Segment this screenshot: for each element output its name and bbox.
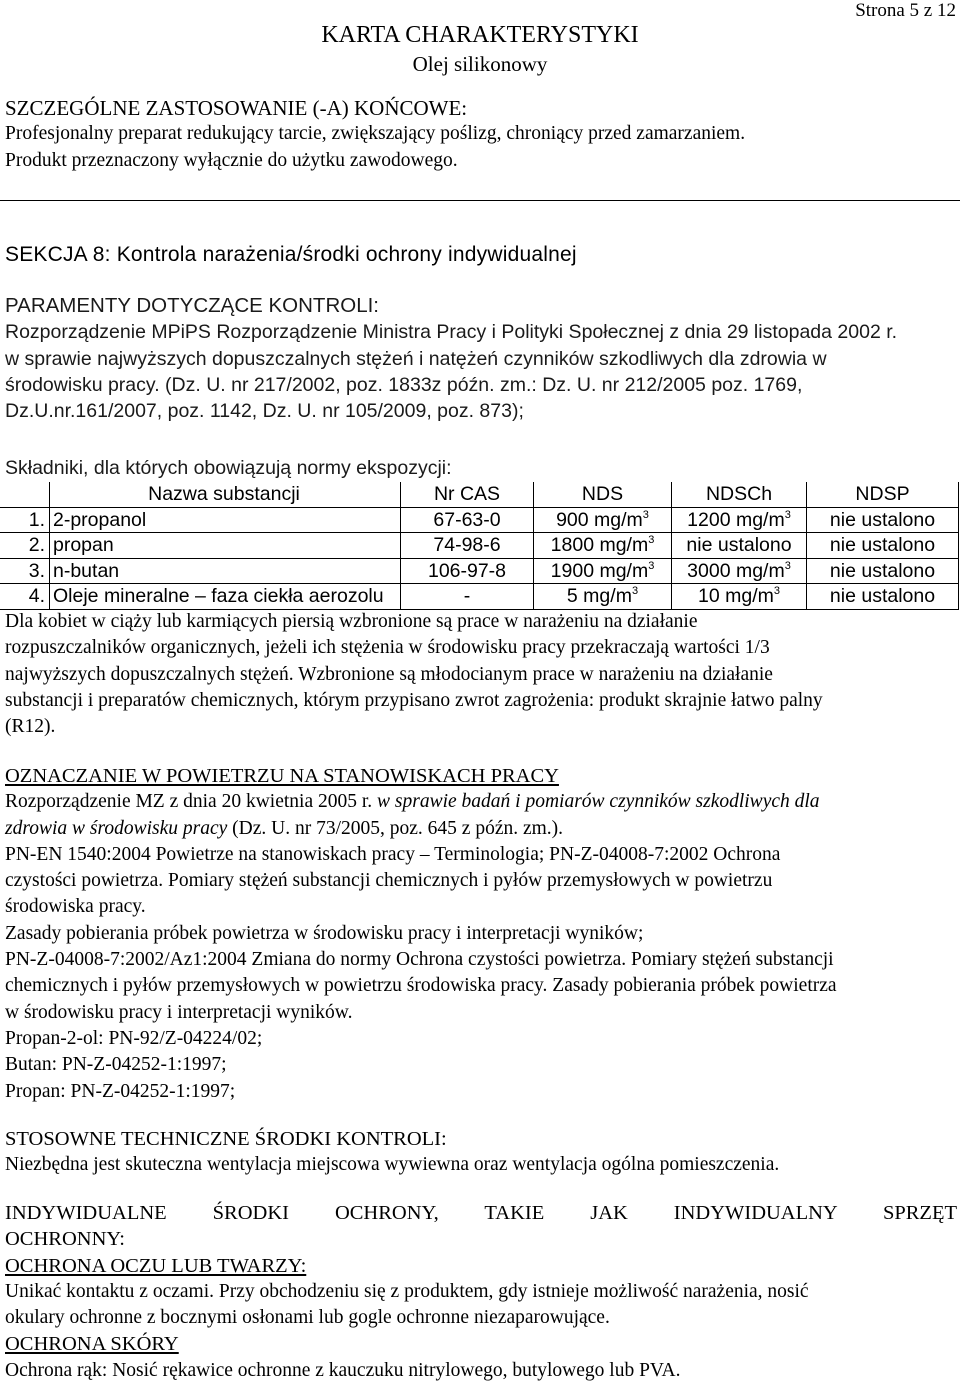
ppe-block [5,1200,957,1384]
page-number: Strona 5 z 12 [855,0,956,21]
unit-superscript: 3 [784,559,791,572]
cas-number: 74-98-6 [401,533,534,559]
air-line: PN-Z-04008-7:2002/Az1:2004 Zmiana do normy Ochrona czystości powietrza. Pomiary stężeń substancji [5,949,834,971]
air-line [5,816,957,842]
row-number: 1. [0,507,50,533]
product-name: Olej silikonowy [412,52,548,76]
header-cell [0,482,50,507]
eye-protection-line: Unikać kontaktu z oczami. Przy obchodzeniu się z produktem, gdy istnieje możliwość narażenia, nosić [5,1280,809,1302]
header-cell: NDSCh [672,482,807,507]
air-text-italic: zdrowia w środowisku pracy [5,817,228,839]
air-text: Rozporządzenie MZ z dnia 20 kwietnia 2005 r. [5,791,378,813]
ndsch-value [672,507,807,533]
regulation-line: w sprawie najwyższych dopuszczalnych stężeń i natężeń czynników szkodliwych dla zdrowia w [5,347,827,370]
restrictions-line: (R12). [5,716,56,738]
regulation-line: Rozporządzenie MPiPS Rozporządzenie Ministra Pracy i Polityki Społecznej z dnia 29 listopada 2002 r. [5,321,898,344]
table-row [0,584,959,610]
air-line: czystości powietrza. Pomiary stężeń substancji chemicznych i pyłów przemysłowych w powietrzu [5,870,773,892]
air-measurement-block [5,763,957,1105]
end-use-line: Produkt przeznaczony wyłącznie do użytku zawodowego. [5,149,458,171]
air-line: Propan: PN-Z-04252-1:1997; [5,1080,236,1102]
end-use-heading: SZCZEGÓLNE ZASTOSOWANIE (-A) KOŃCOWE: [5,96,468,120]
value-text: 1900 mg/m [550,559,649,582]
cas-number: 67-63-0 [401,507,534,533]
eye-protection-heading: OCHRONA OCZU LUB TWARZY: [5,1254,307,1277]
value-text: 1200 mg/m [687,508,785,531]
regulation-line: Dz.U.nr.161/2007, poz. 1142, Dz. U. nr 105/2009, poz. 873); [5,400,524,423]
substance-name: Oleje mineralne – faza ciekła aerozolu [50,584,401,610]
unit-superscript: 3 [642,508,649,521]
value-text: 10 mg/m [698,585,774,608]
unit-superscript: 3 [648,559,655,572]
value-text: 900 mg/m [556,508,643,531]
end-use-block [5,95,957,174]
restrictions-line: rozpuszczalników organicznych, jeżeli ich stężenia w środowisku pracy przekraczają wartości 1/3 [5,637,770,659]
table-caption: Składniki, dla których obowiązują normy ekspozycji: [5,457,452,479]
cas-number: 106-97-8 [401,558,534,584]
header-cell: NDSP [807,482,959,507]
table-row [0,507,959,533]
ndsp-value: nie ustalono [807,558,959,584]
value-text: 3000 mg/m [687,559,785,582]
table-row [0,558,959,584]
ndsp-value: nie ustalono [807,584,959,610]
air-measurement-heading: OZNACZANIE W POWIETRZU NA STANOWISKACH PRACY [5,765,559,787]
regulation-line: środowisku pracy. (Dz. U. nr 217/2002, poz. 1833z późn. zm.: Dz. U. nr 212/2005 poz. 1769, [5,373,803,396]
air-line [5,789,957,815]
row-number: 3. [0,558,50,584]
ppe-heading: INDYWIDUALNE ŚRODKI OCHRONY, TAKIE JAK INDYWIDUALNY SPRZĘT [5,1202,957,1224]
air-line: Propan-2-ol: PN-92/Z-04224/02; [5,1027,263,1049]
nds-value [534,558,672,584]
restrictions-line: najwyższych dopuszczalnych stężeń. Wzbronione są młodocianym prace w narażeniu na działanie [5,663,773,685]
unit-superscript: 3 [648,534,655,547]
header-cell: Nazwa substancji [50,482,401,507]
table-header-row [0,482,959,507]
nds-value [534,584,672,610]
ndsch-value: nie ustalono [672,533,807,559]
row-number: 2. [0,533,50,559]
air-line: Zasady pobierania próbek powietrza w środowisku pracy i interpretacji wyników; [5,922,644,944]
ndsp-value: nie ustalono [807,507,959,533]
air-line: w środowisku pracy i interpretacji wyników. [5,1001,353,1023]
restrictions-block [5,609,957,740]
air-line: PN-EN 1540:2004 Powietrze na stanowiskach pracy – Terminologia; PN-Z-04008-7:2002 Ochrona [5,843,781,865]
unit-superscript: 3 [784,508,791,521]
nds-value [534,507,672,533]
value-text: 5 mg/m [566,585,632,608]
substance-name: n-butan [50,558,401,584]
air-line: Butan: PN-Z-04252-1:1997; [5,1054,227,1076]
substance-name: 2-propanol [50,507,401,533]
document-title: KARTA CHARAKTERYSTYKI [321,22,639,48]
air-line: chemicznych i pyłów przemysłowych w powietrzu środowiska pracy. Zasady pobierania próbek powietrza [5,975,837,997]
restrictions-line: substancji i preparatów chemicznych, którym przypisano zwrot zagrożenia: produkt skrajnie łatwo palny [5,689,823,711]
unit-superscript: 3 [631,585,639,598]
air-line: środowiska pracy. [5,896,146,918]
header-cell: Nr CAS [401,482,534,507]
ndsch-value [672,558,807,584]
section-divider [0,200,960,201]
eye-protection-line: okulary ochronne z bocznymi osłonami lub gogle ochronne niezaparowujące. [5,1307,610,1329]
skin-protection-heading: OCHRONA SKÓRY [5,1333,179,1356]
air-text-italic: w sprawie badań i pomiarów czynników szkodliwych dla [377,791,820,813]
technical-controls-text: Niezbędna jest skuteczna wentylacja miejscowa wywiewna oraz wentylacja ogólna pomieszczenia. [5,1154,780,1176]
value-text: 1800 mg/m [550,534,649,557]
control-parameters-heading: PARAMENTY DOTYCZĄCE KONTROLI: [5,294,379,317]
control-parameters-block [5,293,957,424]
row-number: 4. [0,584,50,610]
end-use-line: Profesjonalny preparat redukujący tarcie, zwiększający poślizg, chroniący przed zamarzaniem. [5,123,746,145]
ppe-heading-continued: OCHRONNY: [5,1228,125,1251]
nds-value [534,533,672,559]
technical-controls-heading: STOSOWNE TECHNICZNE ŚRODKI KONTROLI: [5,1128,447,1150]
technical-controls-block [5,1126,957,1179]
header-cell: NDS [534,482,672,507]
air-text: (Dz. U. nr 73/2005, poz. 645 z późn. zm.). [227,817,564,839]
exposure-limits-table [0,482,959,610]
section-8-heading: SEKCJA 8: Kontrola narażenia/środki ochrony indywidualnej [5,243,577,266]
skin-protection-text: Ochrona rąk: Nosić rękawice ochronne z kauczuku nitrylowego, butylowego lub PVA. [5,1359,681,1381]
unit-superscript: 3 [773,585,780,598]
cas-number: - [401,584,534,610]
restrictions-line: Dla kobiet w ciąży lub karmiących piersią wzbronione są prace w narażeniu na działanie [5,611,698,632]
ndsch-value [672,584,807,610]
table-row [0,533,959,559]
substance-name: propan [50,533,401,559]
ndsp-value: nie ustalono [807,533,959,559]
